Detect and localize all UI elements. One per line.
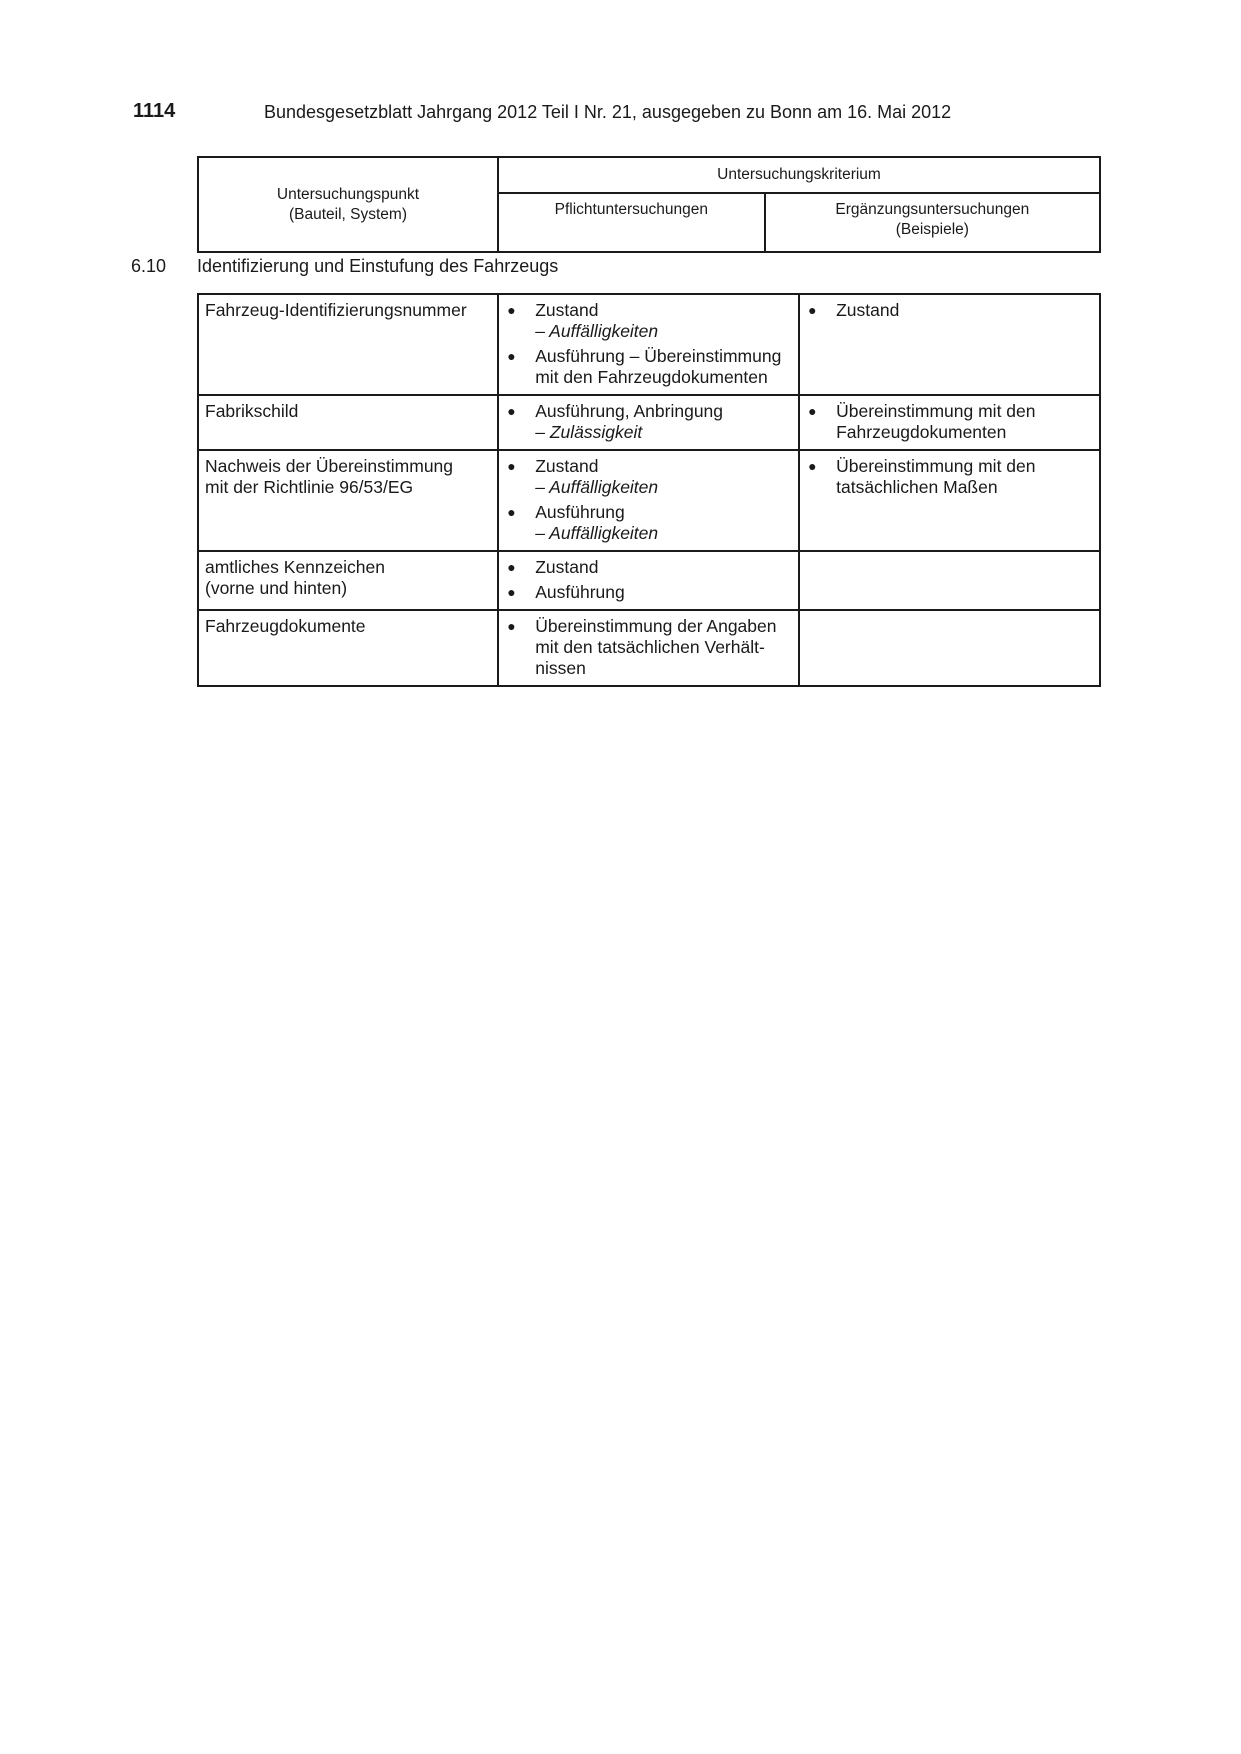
criterion-item xyxy=(505,616,792,679)
bullet-icon: ● xyxy=(507,458,516,474)
mandatory-criteria xyxy=(498,450,799,551)
criterion-item xyxy=(505,582,792,603)
criterion-text-block xyxy=(535,557,792,578)
inspection-item: Fabrikschild xyxy=(198,395,498,450)
running-header: Bundesgesetzblatt Jahrgang 2012 Teil I Nr. 21, ausgegeben zu Bonn am 16. Mai 2012 xyxy=(264,102,952,122)
table-row xyxy=(198,395,1100,450)
criterion-text: Zustand xyxy=(535,557,599,577)
inspection-item: amtliches Kennzeichen (vorne und hinten) xyxy=(198,551,498,610)
mandatory-criteria xyxy=(498,551,799,610)
criterion-text: Zustand xyxy=(535,456,599,476)
criterion-item xyxy=(505,300,792,342)
criterion-text: Ausführung, Anbringung xyxy=(535,401,724,421)
criterion-item xyxy=(505,502,792,544)
header-ergaenzungsuntersuchungen: Ergänzungsuntersuchungen (Beispiele) xyxy=(765,193,1100,252)
criterion-text-block xyxy=(535,502,792,544)
header-untersuchungskriterium: Untersuchungskriterium xyxy=(498,157,1100,193)
criterion-text-block xyxy=(836,401,1093,443)
bullet-icon: ● xyxy=(808,302,817,318)
inspection-table xyxy=(197,293,1101,687)
page-number: 1114 xyxy=(133,100,176,122)
table-row xyxy=(198,610,1100,686)
criterion-text: Übereinstimmung der Angaben mit den tatsächlichen Verhält- nissen xyxy=(535,616,777,678)
table-row xyxy=(198,294,1100,395)
criterion-text-block xyxy=(535,582,792,603)
supplementary-criteria xyxy=(799,395,1100,450)
criterion-subtext: – Zulässigkeit xyxy=(535,422,643,442)
criterion-text-block xyxy=(535,401,792,443)
criterion-item xyxy=(505,557,792,578)
criterion-text-block xyxy=(836,456,1093,498)
bullet-icon: ● xyxy=(808,403,817,419)
supplementary-criteria xyxy=(799,294,1100,395)
bullet-icon: ● xyxy=(808,458,817,474)
criterion-text: Ausführung – Übereinstimmung mit den Fahrzeugdokumenten xyxy=(535,346,782,387)
table-row xyxy=(198,551,1100,610)
criterion-item xyxy=(505,401,792,443)
bullet-icon: ● xyxy=(507,302,516,318)
criterion-item xyxy=(505,456,792,498)
section-number: 6.10 xyxy=(131,256,167,276)
bullet-icon: ● xyxy=(507,504,516,520)
mandatory-criteria xyxy=(498,294,799,395)
criterion-subtext: – Auffälligkeiten xyxy=(535,321,659,341)
mandatory-criteria xyxy=(498,395,799,450)
criterion-text-block xyxy=(836,300,1093,321)
supplementary-criteria xyxy=(799,551,1100,610)
table-header xyxy=(197,156,1101,253)
bullet-icon: ● xyxy=(507,348,516,364)
inspection-item: Fahrzeugdokumente xyxy=(198,610,498,686)
criterion-text: Ausführung xyxy=(535,582,625,602)
criterion-text: Zustand xyxy=(535,300,599,320)
criterion-item xyxy=(806,456,1093,498)
criterion-text-block xyxy=(535,300,792,342)
criterion-text-block xyxy=(535,346,792,388)
inspection-table-body xyxy=(198,294,1100,686)
criterion-item xyxy=(806,300,1093,321)
inspection-item: Nachweis der Übereinstimmung mit der Richtlinie 96/53/EG xyxy=(198,450,498,551)
supplementary-criteria xyxy=(799,610,1100,686)
criterion-text: Zustand xyxy=(836,300,900,320)
criterion-text: Übereinstimmung mit den Fahrzeugdokumenten xyxy=(836,401,1036,442)
supplementary-criteria xyxy=(799,450,1100,551)
inspection-item: Fahrzeug-Identifizierungsnummer xyxy=(198,294,498,395)
criterion-text-block xyxy=(535,456,792,498)
criterion-text: Ausführung xyxy=(535,502,625,522)
criterion-text-block xyxy=(535,616,792,679)
bullet-icon: ● xyxy=(507,584,516,600)
header-untersuchungspunkt: Untersuchungspunkt (Bauteil, System) xyxy=(198,157,498,252)
criterion-subtext: – Auffälligkeiten xyxy=(535,477,659,497)
section-title: Identifizierung und Einstufung des Fahrzeugs xyxy=(197,256,559,276)
criterion-text: Übereinstimmung mit den tatsächlichen Maßen xyxy=(836,456,1036,497)
criterion-item xyxy=(505,346,792,388)
bullet-icon: ● xyxy=(507,618,516,634)
table-row xyxy=(198,450,1100,551)
criterion-item xyxy=(806,401,1093,443)
bullet-icon: ● xyxy=(507,559,516,575)
criterion-subtext: – Auffälligkeiten xyxy=(535,523,659,543)
bullet-icon: ● xyxy=(507,403,516,419)
mandatory-criteria xyxy=(498,610,799,686)
header-pflichtuntersuchungen: Pflichtuntersuchungen xyxy=(498,193,765,252)
